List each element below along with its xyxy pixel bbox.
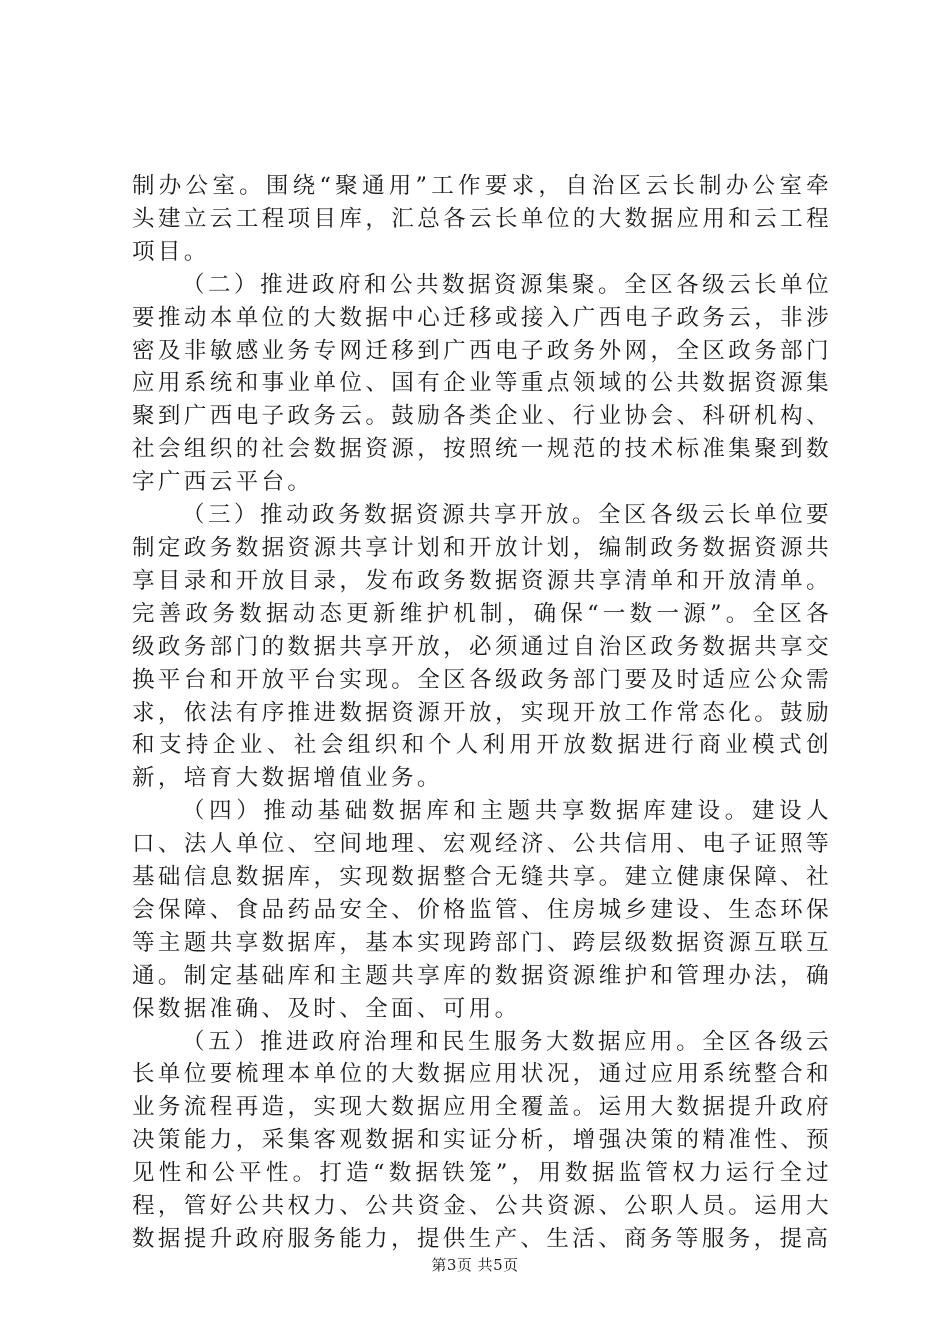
- paragraph-section-5: （五）推进政府治理和民生服务大数据应用。全区各级云长单位要梳理本单位的大数据应用状况，通过应用系统整合和业务流程再造，实现大数据应用全覆盖。运用大数据提升政府决策能力，采集客观数据和实证分析，增强决策的精准性、预见性和公平性。打造“数据铁笼”，用数据监管权力运行全过程，管好公共权力、公共资金、公共资源、公职人员。运用大数据提升政府服务能力，提供生产、生活、商务等服务，提高: [132, 1028, 832, 1252]
- paragraph-section-4: （四）推动基础数据库和主题共享数据库建设。建设人口、法人单位、空间地理、宏观经济、公共信用、电子证照等基础信息数据库，实现数据整合无缝共享。建立健康保障、社会保障、食品药品安全、价格监管、住房城乡建设、生态环保等主题共享数据库，基本实现跨部门、跨层级数据资源互联互通。制定基础库和主题共享库的数据资源维护和管理办法，确保数据准确、及时、全面、可用。: [132, 798, 832, 1022]
- paragraph-continuation: 制办公室。围绕“聚通用”工作要求，自治区云长制办公室牵头建立云工程项目库，汇总各云长单位的大数据应用和云工程项目。: [132, 173, 832, 265]
- paragraph-section-2: （二）推进政府和公共数据资源集聚。全区各级云长单位要推动本单位的大数据中心迁移或接入广西电子政务云，非涉密及非敏感业务专网迁移到广西电子政务外网，全区政务部门应用系统和事业单位、国有企业等重点领域的公共数据资源集聚到广西电子政务云。鼓励各类企业、行业协会、科研机构、社会组织的社会数据资源，按照统一规范的技术标准集聚到数字广西云平台。: [132, 271, 832, 496]
- paragraph-section-3: （三）推动政务数据资源共享开放。全区各级云长单位要制定政务数据资源共享计划和开放计划，编制政务数据资源共享目录和开放目录，发布政务数据资源共享清单和开放清单。完善政务数据动态更新维护机制，确保“一数一源”。全区各级政务部门的数据共享开放，必须通过自治区政务数据共享交换平台和开放平台实现。全区各级政务部门要及时适应公众需求，依法有序推进数据资源开放，实现开放工作常态化。鼓励和支持企业、社会组织和个人利用开放数据进行商业模式创新，培育大数据增值业务。: [132, 502, 832, 792]
- page-footer: 第3页 共5页: [431, 1256, 519, 1274]
- document-body: [132, 170, 832, 1256]
